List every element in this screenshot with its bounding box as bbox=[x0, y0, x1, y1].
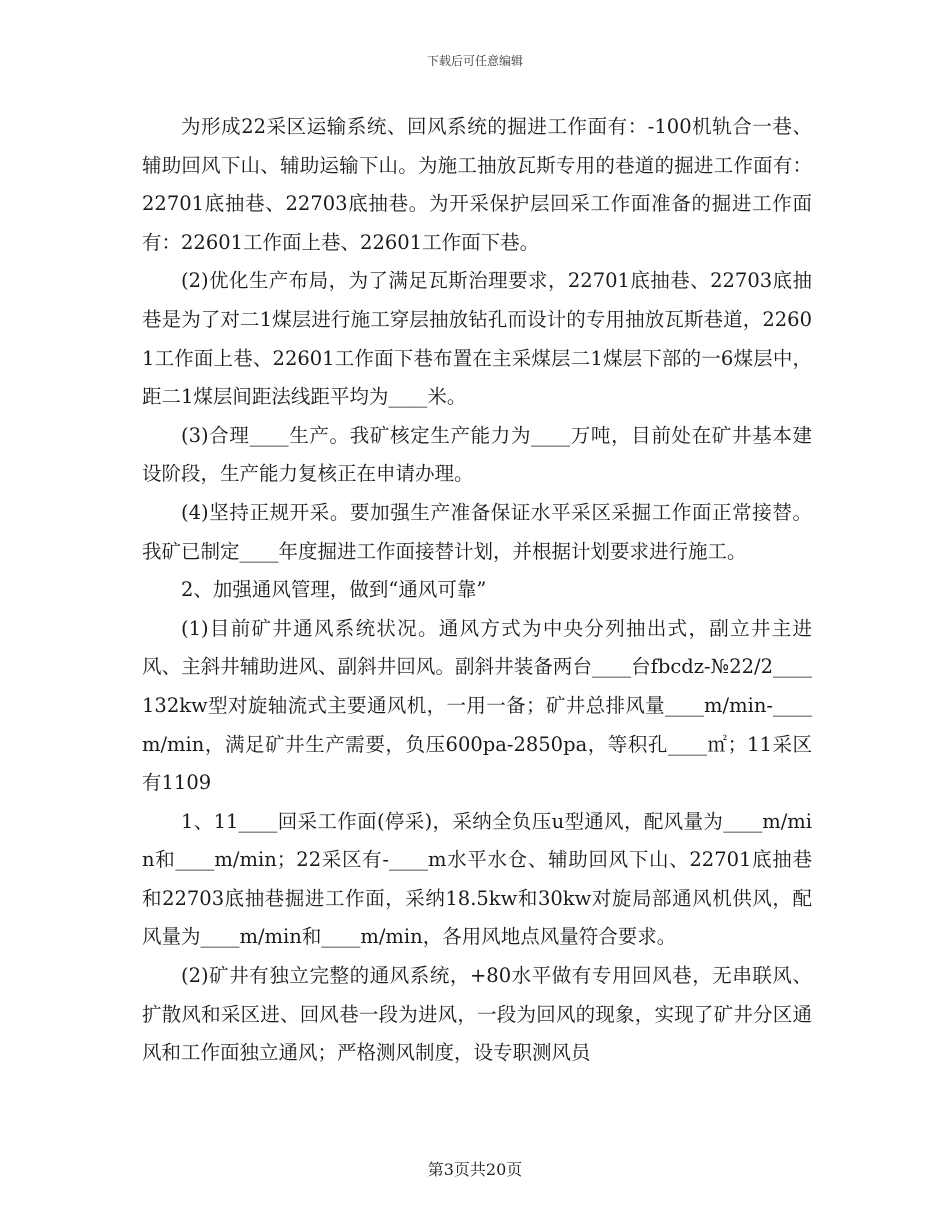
page-number: 第3页共20页 bbox=[427, 1160, 523, 1179]
paragraph-4: (4)坚持正规开采。要加强生产准备保证水平采区采掘工作面正常接替。我矿已制定____年度掘进工作面接替计划，并根据计划要求进行施工。 bbox=[142, 500, 812, 563]
paragraph-7: (2)矿井有独立完整的通风系统，+80水平做有专用回风巷，无串联风、扩散风和采区进、回风巷一段为进风，一段为回风的现象，实现了矿井分区通风和工作面独立通风；严格测风制度，设专职测风员 bbox=[142, 964, 812, 1065]
page-header: 下载后可任意编辑 bbox=[426, 54, 523, 68]
paragraph-5: (1)目前矿井通风系统状况。通风方式为中央分列抽出式，副立井主进风、主斜井辅助进风、副斜井回风。副斜井装备两台____台fbcdz-№22/2____132kw型对旋轴流式主要通风机，一用一备；矿井总排风量____m/min-____m/min，满足矿井生产需要，负压600pa-2850pa，等积孔____㎡；11采区有1109 bbox=[142, 616, 812, 795]
section-heading: 2、加强通风管理，做到“通风可靠” bbox=[181, 578, 487, 602]
document-body bbox=[142, 108, 812, 1073]
paragraph-3: (3)合理____生产。我矿核定生产能力为____万吨，目前处在矿井基本建设阶段，生产能力复核正在申请办理。 bbox=[142, 423, 812, 486]
paragraph-1: 为形成22采区运输系统、回风系统的掘进工作面有：-100机轨合一巷、辅助回风下山、辅助运输下山。为施工抽放瓦斯专用的巷道的掘进工作面有：22701底抽巷、22703底抽巷。为开采保护层回采工作面准备的掘进工作面有：22601工作面上巷、22601工作面下巷。 bbox=[142, 115, 812, 254]
paragraph-6: 1、11____回采工作面(停采)，采纳全负压u型通风，配风量为____m/min和____m/min；22采区有-____m水平水仓、辅助回风下山、22701底抽巷和22703底抽巷掘进工作面，采纳18.5kw和30kw对旋局部通风机供风，配风量为____m/min和____m/min，各用风地点风量符合要求。 bbox=[142, 809, 812, 949]
paragraph-2: (2)优化生产布局，为了满足瓦斯治理要求，22701底抽巷、22703底抽巷是为了对二1煤层进行施工穿层抽放钻孔而设计的专用抽放瓦斯巷道，22601工作面上巷、22601工作面下巷布置在主采煤层二1煤层下部的一6煤层中，距二1煤层间距法线距平均为____米。 bbox=[142, 269, 812, 409]
